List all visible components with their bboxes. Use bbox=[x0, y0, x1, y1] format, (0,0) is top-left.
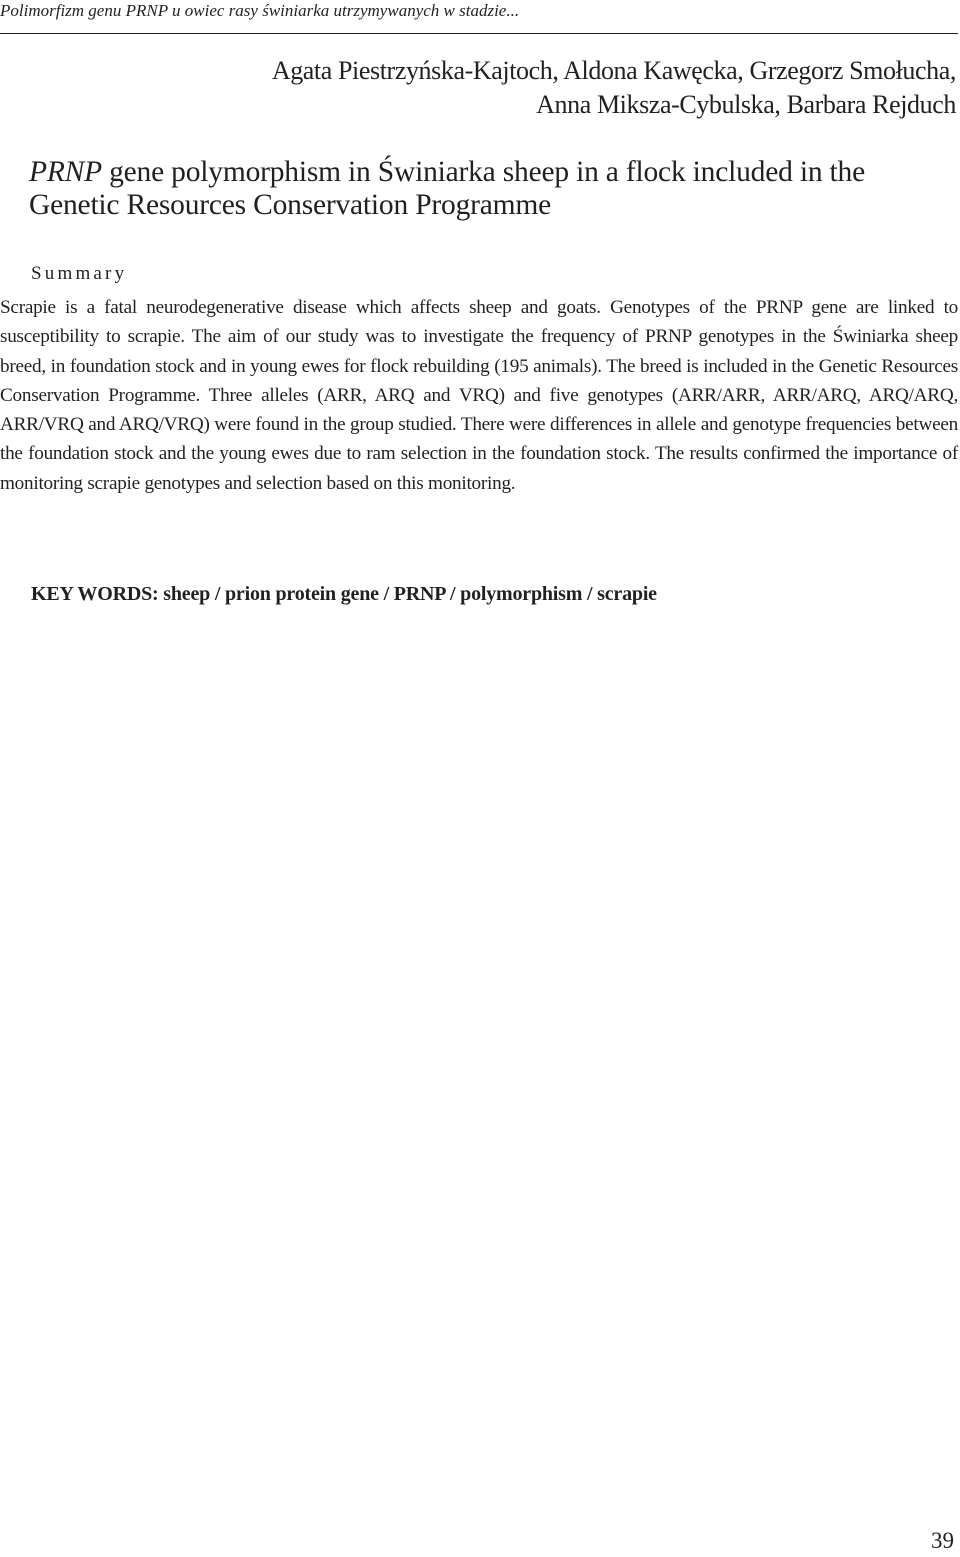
author-line-2: Anna Miksza-Cybulska, Barbara Rejduch bbox=[536, 90, 956, 119]
title-text: gene polymorphism in Świniarka sheep in a flock included in the Genetic Resources Conservation Programme bbox=[29, 156, 865, 221]
keywords: KEY WORDS: sheep / prion protein gene / PRNP / polymorphism / scrapie bbox=[31, 583, 657, 605]
page-number: 39 bbox=[931, 1528, 954, 1553]
author-line-1: Agata Piestrzyńska-Kajtoch, Aldona Kawęcka, Grzegorz Smołucha, bbox=[271, 56, 956, 85]
title-gene-name: PRNP bbox=[29, 156, 102, 188]
article-title bbox=[29, 156, 954, 222]
author-list bbox=[272, 54, 956, 122]
header-rule bbox=[0, 33, 958, 34]
summary-heading: Summary bbox=[31, 263, 128, 284]
running-header: Polimorfizm genu PRNP u owiec rasy świniarka utrzymywanych w stadzie... bbox=[0, 1, 520, 20]
abstract-paragraph: Scrapie is a fatal neurodegenerative disease which affects sheep and goats. Genotypes of the PRNP gene are linked to susceptibility to scrapie. The aim of our study was to investigate the frequency of PRNP genotypes in the Świniarka sheep breed, in foundation stock and in young ewes for flock rebuilding (195 animals). The breed is included in the Genetic Resources Conservation Programme. Three alleles (ARR, ARQ and VRQ) and five genotypes (ARR/ARR, ARR/ARQ, ARQ/ARQ, ARR/VRQ and ARQ/VRQ) were found in the group studied. There were differences in allele and genotype frequencies between the foundation stock and the young ewes due to ram selection in the foundation stock. The results confirmed the importance of monitoring scrapie genotypes and selection based on this monitoring. bbox=[0, 297, 958, 494]
